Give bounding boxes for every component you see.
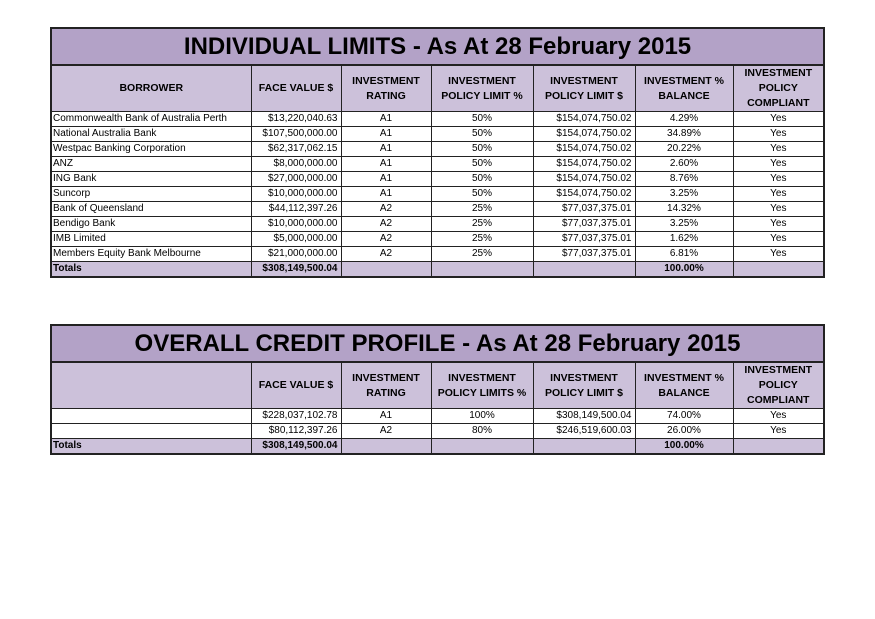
- policy-limit-pct-cell: 50%: [431, 187, 533, 202]
- header-investment-rating: INVESTMENT RATING: [341, 362, 431, 409]
- totals-balance: 100.00%: [635, 439, 733, 455]
- header-balance-pct: INVESTMENT % BALANCE: [635, 65, 733, 112]
- totals-balance: 100.00%: [635, 262, 733, 278]
- header-face-value: FACE VALUE $: [251, 362, 341, 409]
- header-balance-pct: INVESTMENT % BALANCE: [635, 362, 733, 409]
- rating-cell: A1: [341, 409, 431, 424]
- borrower-cell: Bendigo Bank: [51, 217, 251, 232]
- balance-pct-cell: 34.89%: [635, 127, 733, 142]
- totals-label: Totals: [51, 262, 251, 278]
- face-value-cell: $5,000,000.00: [251, 232, 341, 247]
- table-row: [51, 172, 824, 187]
- balance-pct-cell: 8.76%: [635, 172, 733, 187]
- overall-credit-profile-title: OVERALL CREDIT PROFILE - As At 28 February 2015: [51, 325, 824, 362]
- policy-limit-pct-cell: 50%: [431, 142, 533, 157]
- compliant-cell: Yes: [733, 247, 824, 262]
- header-face-value: FACE VALUE $: [251, 65, 341, 112]
- rating-cell: A2: [341, 232, 431, 247]
- compliant-cell: Yes: [733, 217, 824, 232]
- balance-pct-cell: 3.25%: [635, 187, 733, 202]
- table-row: [51, 187, 824, 202]
- table-row: [51, 424, 824, 439]
- table-row: [51, 157, 824, 172]
- policy-limit-dollar-cell: $77,037,375.01: [533, 202, 635, 217]
- balance-pct-cell: 74.00%: [635, 409, 733, 424]
- table-row: [51, 217, 824, 232]
- face-value-cell: $21,000,000.00: [251, 247, 341, 262]
- rating-cell: A1: [341, 172, 431, 187]
- policy-limit-pct-cell: 50%: [431, 112, 533, 127]
- header-borrower: BORROWER: [51, 65, 251, 112]
- policy-limit-pct-cell: 50%: [431, 157, 533, 172]
- totals-empty-cell: [341, 262, 431, 278]
- rating-cell: A2: [341, 202, 431, 217]
- policy-limit-dollar-cell: $154,074,750.02: [533, 157, 635, 172]
- totals-label: Totals: [51, 439, 251, 455]
- policy-limit-pct-cell: 50%: [431, 127, 533, 142]
- rating-cell: A1: [341, 187, 431, 202]
- balance-pct-cell: 20.22%: [635, 142, 733, 157]
- compliant-cell: Yes: [733, 172, 824, 187]
- borrower-cell: Members Equity Bank Melbourne: [51, 247, 251, 262]
- face-value-cell: $27,000,000.00: [251, 172, 341, 187]
- policy-limit-dollar-cell: $154,074,750.02: [533, 142, 635, 157]
- header-policy-compliant: INVESTMENT POLICY COMPLIANT: [733, 362, 824, 409]
- totals-empty-cell: [533, 262, 635, 278]
- individual-limits-table: [50, 27, 825, 278]
- borrower-cell: Bank of Queensland: [51, 202, 251, 217]
- header-policy-limits-pct: INVESTMENT POLICY LIMITS %: [431, 362, 533, 409]
- rating-cell: A1: [341, 127, 431, 142]
- totals-empty-cell: [533, 439, 635, 455]
- rating-cell: A1: [341, 157, 431, 172]
- policy-limit-pct-cell: 25%: [431, 202, 533, 217]
- totals-empty-cell: [431, 439, 533, 455]
- policy-limit-dollar-cell: $77,037,375.01: [533, 217, 635, 232]
- face-value-cell: $8,000,000.00: [251, 157, 341, 172]
- individual-limits-title: INDIVIDUAL LIMITS - As At 28 February 2015: [51, 28, 824, 65]
- header-blank: [51, 362, 251, 409]
- rating-cell: A2: [341, 217, 431, 232]
- policy-limit-pct-cell: 80%: [431, 424, 533, 439]
- table-row: [51, 142, 824, 157]
- compliant-cell: Yes: [733, 424, 824, 439]
- balance-pct-cell: 14.32%: [635, 202, 733, 217]
- policy-limit-dollar-cell: $154,074,750.02: [533, 187, 635, 202]
- rating-cell: A1: [341, 112, 431, 127]
- borrower-cell: [51, 409, 251, 424]
- borrower-cell: IMB Limited: [51, 232, 251, 247]
- policy-limit-pct-cell: 25%: [431, 217, 533, 232]
- balance-pct-cell: 6.81%: [635, 247, 733, 262]
- policy-limit-pct-cell: 25%: [431, 247, 533, 262]
- policy-limit-pct-cell: 100%: [431, 409, 533, 424]
- borrower-cell: Westpac Banking Corporation: [51, 142, 251, 157]
- table-row: [51, 409, 824, 424]
- header-investment-rating: INVESTMENT RATING: [341, 65, 431, 112]
- totals-face-value: $308,149,500.04: [251, 439, 341, 455]
- compliant-cell: Yes: [733, 232, 824, 247]
- policy-limit-dollar-cell: $77,037,375.01: [533, 232, 635, 247]
- header-policy-limit-dollar: INVESTMENT POLICY LIMIT $: [533, 362, 635, 409]
- policy-limit-dollar-cell: $154,074,750.02: [533, 127, 635, 142]
- table-row: [51, 247, 824, 262]
- compliant-cell: Yes: [733, 157, 824, 172]
- balance-pct-cell: 26.00%: [635, 424, 733, 439]
- policy-limit-dollar-cell: $77,037,375.01: [533, 247, 635, 262]
- face-value-cell: $10,000,000.00: [251, 217, 341, 232]
- balance-pct-cell: 3.25%: [635, 217, 733, 232]
- table-row: [51, 112, 824, 127]
- borrower-cell: National Australia Bank: [51, 127, 251, 142]
- face-value-cell: $10,000,000.00: [251, 187, 341, 202]
- header-policy-compliant: INVESTMENT POLICY COMPLIANT: [733, 65, 824, 112]
- totals-empty-cell: [733, 262, 824, 278]
- compliant-cell: Yes: [733, 187, 824, 202]
- face-value-cell: $107,500,000.00: [251, 127, 341, 142]
- borrower-cell: ING Bank: [51, 172, 251, 187]
- overall-credit-profile-table: [50, 324, 825, 455]
- compliant-cell: Yes: [733, 112, 824, 127]
- policy-limit-dollar-cell: $154,074,750.02: [533, 112, 635, 127]
- compliant-cell: Yes: [733, 142, 824, 157]
- table-row: [51, 202, 824, 217]
- borrower-cell: [51, 424, 251, 439]
- totals-row: [51, 439, 824, 455]
- compliant-cell: Yes: [733, 202, 824, 217]
- table-row: [51, 232, 824, 247]
- balance-pct-cell: 2.60%: [635, 157, 733, 172]
- totals-face-value: $308,149,500.04: [251, 262, 341, 278]
- balance-pct-cell: 4.29%: [635, 112, 733, 127]
- policy-limit-dollar-cell: $308,149,500.04: [533, 409, 635, 424]
- borrower-cell: ANZ: [51, 157, 251, 172]
- totals-empty-cell: [341, 439, 431, 455]
- totals-empty-cell: [733, 439, 824, 455]
- face-value-cell: $44,112,397.26: [251, 202, 341, 217]
- borrower-cell: Suncorp: [51, 187, 251, 202]
- compliant-cell: Yes: [733, 127, 824, 142]
- balance-pct-cell: 1.62%: [635, 232, 733, 247]
- rating-cell: A2: [341, 424, 431, 439]
- policy-limit-dollar-cell: $154,074,750.02: [533, 172, 635, 187]
- totals-row: [51, 262, 824, 278]
- face-value-cell: $62,317,062.15: [251, 142, 341, 157]
- face-value-cell: $13,220,040.63: [251, 112, 341, 127]
- header-policy-limit-dollar: INVESTMENT POLICY LIMIT $: [533, 65, 635, 112]
- face-value-cell: $80,112,397.26: [251, 424, 341, 439]
- rating-cell: A2: [341, 247, 431, 262]
- policy-limit-dollar-cell: $246,519,600.03: [533, 424, 635, 439]
- totals-empty-cell: [431, 262, 533, 278]
- borrower-cell: Commonwealth Bank of Australia Perth: [51, 112, 251, 127]
- table-row: [51, 127, 824, 142]
- policy-limit-pct-cell: 25%: [431, 232, 533, 247]
- compliant-cell: Yes: [733, 409, 824, 424]
- policy-limit-pct-cell: 50%: [431, 172, 533, 187]
- face-value-cell: $228,037,102.78: [251, 409, 341, 424]
- header-policy-limit-pct: INVESTMENT POLICY LIMIT %: [431, 65, 533, 112]
- rating-cell: A1: [341, 142, 431, 157]
